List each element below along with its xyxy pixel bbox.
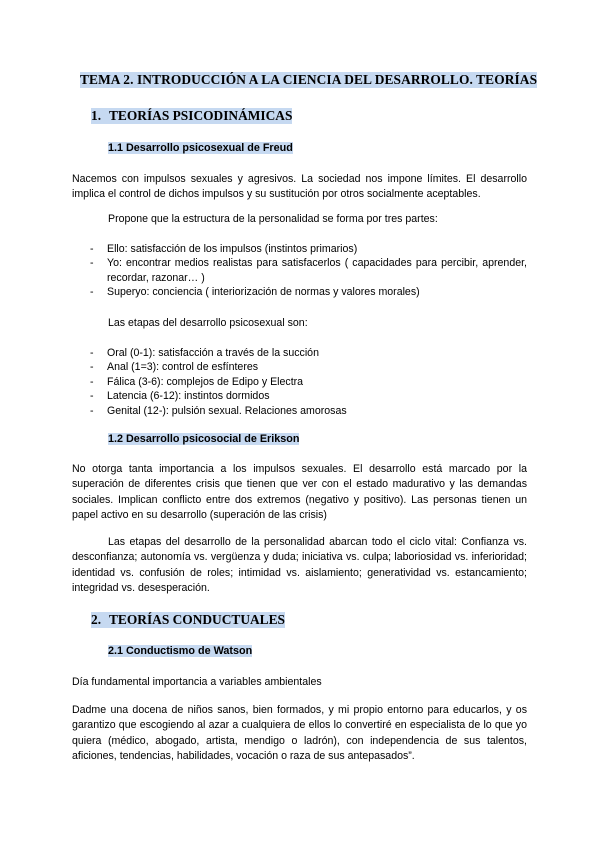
list-item: - Oral (0-1): satisfacción a través de la succión bbox=[90, 347, 319, 359]
list-item: - Fálica (3-6): complejos de Edipo y Electra bbox=[90, 375, 304, 388]
list-item: - Genital (12-): pulsión sexual. Relaciones amorosas bbox=[90, 404, 347, 417]
subsection-heading-2-1: 2.1 Conductismo de Watson bbox=[108, 645, 253, 657]
paragraph-watson-quote: Dadme una docena de niños sanos, bien formados, y mi propio entorno para educarlos, y os garantizo que escogiendo al azar a cualquiera de ellos lo convertiré en especialista de lo que yo quiera (médico, abogado, artista, mendigo o ladrón), con independencia de sus talentos, aficiones, tendencias, habilidades, vocación o raza de sus antepasados”. bbox=[72, 704, 527, 763]
list-item: - Anal (1=3): control de esfínteres bbox=[90, 361, 259, 374]
subsection-heading-1-2: 1.2 Desarrollo psicosocial de Erikson bbox=[108, 433, 300, 445]
section-heading-1 bbox=[91, 108, 292, 124]
list-item: - Yo: encontrar medios realistas para satisfacerlos ( capacidades para percibir, aprender, recordar, razonar… ) bbox=[90, 257, 527, 284]
section-number-2: 2. bbox=[91, 612, 102, 627]
personality-parts-list bbox=[90, 242, 527, 300]
section-title-1: TEORÍAS PSICODINÁMICAS bbox=[109, 108, 293, 123]
paragraph-freud-stages: Las etapas del desarrollo psicosexual son: bbox=[108, 317, 308, 329]
paragraph-watson-intro: Día fundamental importancia a variables ambientales bbox=[72, 676, 322, 688]
section-heading-2 bbox=[91, 612, 285, 628]
subsection-heading-1-1: 1.1 Desarrollo psicosexual de Freud bbox=[108, 142, 293, 154]
section-number-1: 1. bbox=[91, 108, 102, 123]
paragraph-freud-intro: Nacemos con impulsos sexuales y agresivos. La sociedad nos impone límites. El desarrollo implica el control de dichos impulsos y su sustitución por otros socialmente aceptables. bbox=[72, 173, 527, 201]
paragraph-erikson-stages: Las etapas del desarrollo de la personalidad abarcan todo el ciclo vital: Confianza vs. desconfianza; autonomía vs. vergüenza y duda; iniciativa vs. culpa; laboriosidad vs. inferioridad; identidad vs. confusión de roles; intimidad vs. aislamiento; generatividad vs. estancamiento; integridad vs. desesperación. bbox=[72, 536, 527, 595]
list-item: - Ello: satisfacción de los impulsos (instintos primarios) bbox=[90, 243, 358, 255]
psychosexual-stages-list bbox=[90, 346, 527, 418]
paragraph-freud-structure: Propone que la estructura de la personalidad se forma por tres partes: bbox=[108, 213, 438, 225]
list-item: - Superyo: conciencia ( interiorización de normas y valores morales) bbox=[90, 286, 420, 299]
section-title-2: TEORÍAS CONDUCTUALES bbox=[109, 612, 285, 627]
paragraph-erikson-intro: No otorga tanta importancia a los impulsos sexuales. El desarrollo está marcado por la superación de diferentes crisis que tienen que ver con el estado madurativo y las demandas sociales. Implican conflicto entre dos extremos (negativo y positivo). Las personas tienen un papel activo en su desarrollo (superación de las crisis) bbox=[72, 463, 527, 522]
document-title: TEMA 2. INTRODUCCIÓN A LA CIENCIA DEL DESARROLLO. TEORÍAS bbox=[80, 72, 538, 87]
list-item: - Latencia (6-12): instintos dormidos bbox=[90, 390, 270, 403]
